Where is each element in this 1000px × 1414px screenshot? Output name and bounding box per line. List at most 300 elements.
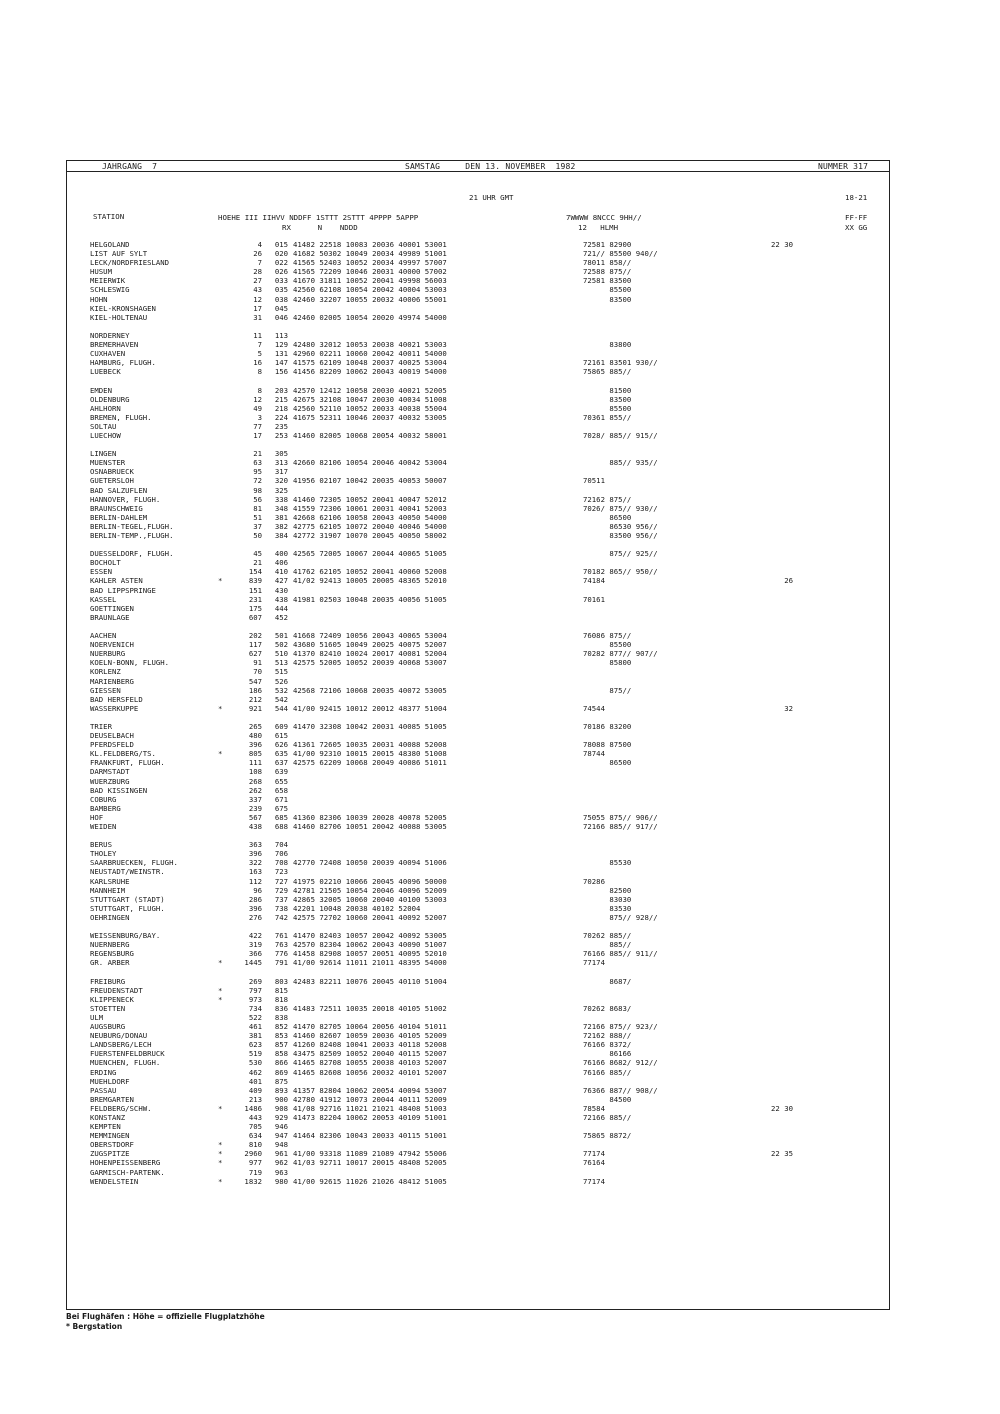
table-row (90, 904, 885, 913)
table-row (90, 1122, 885, 1131)
gust-values: 22 30 (771, 240, 793, 249)
extra-groups: 82500 (583, 885, 632, 895)
station-id: 129 (274, 340, 288, 350)
synop-groups: 42575 52005 10052 20039 40068 53007 (293, 658, 447, 668)
station-name: MUENSTER (90, 458, 126, 468)
station-id: 761 (274, 931, 288, 941)
station-id: 815 (274, 985, 288, 995)
station-height: 480 (248, 731, 262, 741)
gust-values (733, 1058, 793, 1067)
mountain-marker: * (218, 958, 223, 968)
table-row (90, 667, 885, 676)
table-row (90, 858, 885, 867)
synop-groups (288, 995, 583, 1004)
station-name: FRANKFURT, FLUGH. (90, 758, 165, 768)
synop-groups: 41465 82608 10056 20032 40101 52007 (293, 1067, 447, 1077)
synop-groups: 42570 12412 10058 20030 40021 52005 (293, 385, 447, 395)
synop-groups: 41470 82403 10057 20042 40092 53005 (293, 931, 447, 941)
table-row (90, 995, 885, 1004)
station-height: 111 (248, 758, 262, 768)
mountain-marker (218, 667, 230, 676)
station-id: 526 (274, 676, 288, 686)
gust-values (733, 276, 793, 285)
station-height: 276 (248, 912, 262, 922)
extra-groups (583, 558, 733, 567)
station-name: MARIENBERG (90, 676, 134, 686)
station-name: KLIPPENECK (90, 994, 134, 1004)
synop-groups: 42460 32207 10055 20032 40006 55001 (293, 294, 447, 304)
station-id: 131 (274, 349, 288, 359)
mountain-marker (218, 513, 230, 522)
station-name: STUTTGART, FLUGH. (90, 903, 165, 913)
table-row (90, 977, 885, 986)
station-id: 338 (274, 494, 288, 504)
mountain-marker (218, 240, 230, 249)
extra-groups (583, 995, 733, 1004)
station-name: MANNHEIM (90, 885, 126, 895)
station-name: NOERVENICH (90, 640, 134, 650)
station-height: 212 (248, 694, 262, 704)
station-height: 322 (248, 858, 262, 868)
table-row (90, 1168, 885, 1177)
gust-values (733, 977, 793, 986)
table-row (90, 686, 885, 695)
table-row (90, 331, 885, 340)
mountain-marker (218, 822, 230, 831)
station-id: 658 (274, 785, 288, 795)
station-name: DARMSTADT (90, 767, 130, 777)
extra-groups: 76164 (583, 1158, 605, 1168)
synop-groups: 41370 82410 10024 20017 40081 52004 (293, 649, 447, 659)
station-height: 4 (257, 240, 262, 249)
table-row (90, 886, 885, 895)
station-height: 973 (248, 994, 262, 1004)
extra-groups: 83030 (583, 894, 632, 904)
mountain-marker (218, 285, 230, 294)
station-id: 869 (274, 1067, 288, 1077)
extra-groups: 78011 858// (583, 258, 632, 268)
extra-groups: 76366 887// 908// (583, 1085, 658, 1095)
table-row (90, 1031, 885, 1040)
station-id: 510 (274, 649, 288, 659)
table-row (90, 1158, 885, 1167)
mountain-marker (218, 558, 230, 567)
gust-values (733, 1031, 793, 1040)
station-name: BREMGARTEN (90, 1094, 134, 1104)
gust-values (733, 267, 793, 276)
synop-groups: 42865 32005 10060 20040 40100 53003 (293, 894, 447, 904)
right-header-2: 12 HLMH (578, 223, 619, 232)
table-row (90, 1022, 885, 1031)
station-height: 11 (253, 330, 262, 340)
extra-groups: 72166 875// 923// (583, 1022, 658, 1032)
gust-values (733, 795, 793, 804)
station-name: GR. ARBER (90, 958, 130, 968)
mountain-marker (218, 677, 230, 686)
volume-label: JAHRGANG 7 (102, 162, 158, 171)
station-id: 046 (274, 312, 288, 322)
station-id: 708 (274, 858, 288, 868)
station-name: BREMEN, FLUGH. (90, 412, 152, 422)
station-id: 737 (274, 894, 288, 904)
mountain-marker (218, 358, 230, 367)
extra-groups: 70511 (583, 476, 605, 486)
station-name: HANNOVER, FLUGH. (90, 494, 161, 504)
station-id: 224 (274, 412, 288, 422)
extra-groups: 86166 (583, 1049, 632, 1059)
table-row (90, 777, 885, 786)
mountain-marker (218, 977, 230, 986)
mountain-marker (218, 349, 230, 358)
station-id: 818 (274, 994, 288, 1004)
table-row (90, 340, 885, 349)
synop-groups (288, 677, 583, 686)
table-row (90, 749, 885, 758)
gust-values (733, 731, 793, 740)
station-name: COBURG (90, 794, 117, 804)
synop-groups (288, 695, 583, 704)
extra-groups: 72161 83501 930// (583, 358, 658, 368)
station-height: 547 (248, 676, 262, 686)
station-name: MUENCHEN, FLUGH. (90, 1058, 161, 1068)
mountain-marker (218, 877, 230, 886)
issue-number: NUMMER 317 (818, 162, 869, 171)
synop-groups: 41482 22518 10083 20036 40001 53001 (293, 240, 447, 249)
station-id: 438 (274, 594, 288, 604)
synop-groups: 41360 82306 10039 20028 40078 52005 (293, 812, 447, 822)
station-name: CUXHAVEN (90, 349, 126, 359)
table-row (90, 367, 885, 376)
table-row (90, 1177, 885, 1186)
station-height: 7 (257, 258, 262, 268)
station-height: 519 (248, 1049, 262, 1059)
table-row (90, 431, 885, 440)
station-name: HELGOLAND (90, 240, 130, 249)
gust-values (733, 595, 793, 604)
station-id: 382 (274, 521, 288, 531)
station-name: LUEBECK (90, 367, 121, 377)
station-id: 542 (274, 694, 288, 704)
extra-groups: 84500 (583, 1094, 632, 1104)
mountain-marker (218, 595, 230, 604)
table-row (90, 813, 885, 822)
extra-groups: 885// 935// (583, 458, 658, 468)
synop-groups: 42565 72005 10067 20044 40065 51005 (293, 549, 447, 559)
synop-groups: 42780 41912 10073 20044 40111 52009 (293, 1094, 447, 1104)
synop-groups: 41456 82209 10062 20043 40019 54000 (293, 367, 447, 377)
station-id: 502 (274, 640, 288, 650)
table-row (90, 458, 885, 467)
station-height: 37 (253, 521, 262, 531)
table-row (90, 722, 885, 731)
extra-groups: 85800 (583, 658, 632, 668)
station-id: 430 (274, 585, 288, 595)
synop-groups (288, 613, 583, 622)
extra-groups: 85500 (583, 640, 632, 650)
synop-groups (288, 849, 583, 858)
mountain-marker (218, 267, 230, 276)
synop-groups (288, 1122, 583, 1131)
station-id: 147 (274, 358, 288, 368)
extra-groups: 72588 875// (583, 267, 632, 277)
extra-groups: 78088 87500 (583, 740, 632, 750)
station-group (90, 631, 885, 713)
station-height: 186 (248, 685, 262, 695)
mountain-marker (218, 895, 230, 904)
synop-groups (288, 558, 583, 567)
station-height: 1486 (244, 1103, 262, 1113)
ff-header-2: XX GG (845, 223, 868, 232)
station-height: 151 (248, 585, 262, 595)
table-row (90, 731, 885, 740)
extra-groups (583, 331, 733, 340)
station-height: 627 (248, 649, 262, 659)
table-row (90, 1140, 885, 1149)
table-row (90, 1086, 885, 1095)
gust-values (733, 849, 793, 858)
mountain-marker (218, 404, 230, 413)
synop-groups: 41565 72209 10046 20031 40000 57002 (293, 267, 447, 277)
mountain-marker (218, 467, 230, 476)
station-name: GIESSEN (90, 685, 121, 695)
extra-groups (583, 1122, 733, 1131)
station-id: 857 (274, 1040, 288, 1050)
synop-groups (288, 1013, 583, 1022)
gust-values (733, 349, 793, 358)
synop-groups: 41260 82408 10041 20033 40118 52008 (293, 1040, 447, 1050)
table-row (90, 258, 885, 267)
gust-values (733, 822, 793, 831)
extra-groups (583, 486, 733, 495)
table-row (90, 549, 885, 558)
station-height: 522 (248, 1012, 262, 1022)
synop-groups: 41470 82705 10064 20056 40104 51011 (293, 1022, 447, 1032)
synop-groups (288, 777, 583, 786)
gust-values (733, 285, 793, 294)
station-name: KIEL-HOLTENAU (90, 312, 148, 322)
table-row (90, 295, 885, 304)
mountain-marker (218, 1031, 230, 1040)
station-name: HOHENPEISSENBERG (90, 1158, 161, 1168)
gust-values (733, 877, 793, 886)
extra-groups: 76166 885// (583, 1067, 632, 1077)
station-name: ZUGSPITZE (90, 1149, 130, 1159)
station-name: GOETTINGEN (90, 603, 134, 613)
station-height: 401 (248, 1076, 262, 1086)
synop-groups: 41668 72409 10056 20043 40065 53004 (293, 631, 447, 641)
table-row (90, 840, 885, 849)
station-name: OBERSTDORF (90, 1140, 134, 1150)
gust-values (733, 940, 793, 949)
station-name: HOF (90, 812, 104, 822)
synop-groups (288, 767, 583, 776)
station-id: 836 (274, 1003, 288, 1013)
extra-groups: 875// 928// (583, 912, 658, 922)
station-height: 28 (253, 267, 262, 277)
table-row (90, 1004, 885, 1013)
synop-groups: 42575 62209 10068 20049 40086 51011 (293, 758, 447, 768)
station-height: 27 (253, 276, 262, 286)
gust-values (733, 340, 793, 349)
station-name: KORLENZ (90, 667, 121, 677)
synop-groups (288, 304, 583, 313)
station-name: MUEHLDORF (90, 1076, 130, 1086)
mountain-marker: * (218, 1140, 223, 1150)
table-row (90, 404, 885, 413)
station-name: BERLIN-TEMP.,FLUGH. (90, 531, 174, 540)
table-row (90, 1113, 885, 1122)
synop-groups: 41565 52403 10052 20034 49997 57007 (293, 258, 447, 268)
station-group (90, 931, 885, 967)
station-id: 635 (274, 749, 288, 759)
mountain-marker: * (218, 994, 223, 1004)
mountain-marker (218, 304, 230, 313)
mountain-marker (218, 695, 230, 704)
extra-groups: 72162 875// (583, 494, 632, 504)
mountain-marker (218, 331, 230, 340)
synop-groups: 43475 82509 10052 20040 40115 52007 (293, 1049, 447, 1059)
station-name: PASSAU (90, 1085, 117, 1095)
station-id: 742 (274, 912, 288, 922)
station-name: BAD LIPPSPRINGE (90, 585, 156, 595)
table-row (90, 513, 885, 522)
extra-groups: 83500 (583, 294, 632, 304)
station-height: 567 (248, 812, 262, 822)
station-name: ERDING (90, 1067, 117, 1077)
gust-values (733, 658, 793, 667)
extra-groups: 85500 (583, 403, 632, 413)
table-row (90, 595, 885, 604)
station-height: 21 (253, 449, 262, 459)
station-id: 022 (274, 258, 288, 268)
station-name: GUETERSLOH (90, 476, 134, 486)
table-row (90, 1095, 885, 1104)
gust-values (733, 531, 793, 540)
station-id: 235 (274, 421, 288, 431)
station-name: FREIBURG (90, 976, 126, 986)
gust-values (733, 613, 793, 622)
table-row (90, 767, 885, 776)
gust-values (733, 404, 793, 413)
station-height: 70 (253, 667, 262, 677)
station-name: KASSEL (90, 594, 117, 604)
station-height: 268 (248, 776, 262, 786)
table-row (90, 276, 885, 285)
station-name: KOELN-BONN, FLUGH. (90, 658, 170, 668)
extra-groups: 72581 83500 (583, 276, 632, 286)
mountain-marker (218, 786, 230, 795)
station-height: 16 (253, 358, 262, 368)
station-id: 305 (274, 449, 288, 459)
mountain-marker (218, 295, 230, 304)
synop-groups: 41361 72605 10035 20031 40088 52008 (293, 740, 447, 750)
mountain-marker (218, 449, 230, 458)
extra-groups: 76166 885// 911// (583, 949, 658, 959)
mountain-marker (218, 1168, 230, 1177)
mountain-marker (218, 758, 230, 767)
synop-groups (288, 667, 583, 676)
station-height: 8 (257, 367, 262, 377)
station-height: 108 (248, 767, 262, 777)
table-row (90, 913, 885, 922)
extra-groups: 7028/ 885// 915// (583, 430, 658, 440)
station-group (90, 240, 885, 322)
table-row (90, 704, 885, 713)
table-row (90, 313, 885, 322)
gust-values (733, 1140, 793, 1149)
table-row (90, 422, 885, 431)
station-name: BERLIN-TEGEL,FLUGH. (90, 521, 174, 531)
station-id: 853 (274, 1031, 288, 1041)
gust-values (733, 313, 793, 322)
station-height: 269 (248, 976, 262, 986)
extra-groups: 875// (583, 685, 632, 695)
time-range: 18-21 (845, 193, 868, 202)
station-id: 317 (274, 467, 288, 477)
mountain-marker (218, 913, 230, 922)
station-id: 444 (274, 603, 288, 613)
table-row (90, 613, 885, 622)
mountain-marker (218, 613, 230, 622)
synop-groups (288, 467, 583, 476)
extra-groups: 77174 (583, 1149, 605, 1159)
station-id: 738 (274, 903, 288, 913)
synop-groups: 42781 21505 10054 20046 40096 52009 (293, 885, 447, 895)
ff-header-1: FF-FF (845, 213, 868, 222)
extra-groups (583, 731, 733, 740)
table-row (90, 449, 885, 458)
station-height: 21 (253, 558, 262, 568)
station-name: OSNABRUECK (90, 467, 134, 477)
gust-values (733, 476, 793, 485)
synop-groups: 41/03 92711 10017 20015 48408 52005 (293, 1158, 447, 1168)
gust-values (733, 458, 793, 467)
station-name: TRIER (90, 721, 112, 731)
mountain-marker (218, 1095, 230, 1104)
station-height: 77 (253, 421, 262, 431)
station-group (90, 386, 885, 441)
mountain-marker (218, 731, 230, 740)
table-row (90, 240, 885, 249)
gust-values (733, 386, 793, 395)
station-height: 734 (248, 1003, 262, 1013)
extra-groups: 72166 885// (583, 1113, 632, 1122)
station-name: THOLEY (90, 849, 117, 859)
station-height: 239 (248, 803, 262, 813)
gust-values (733, 431, 793, 440)
station-height: 175 (248, 603, 262, 613)
mountain-marker (218, 249, 230, 258)
gust-values (733, 1013, 793, 1022)
station-id: 113 (274, 330, 288, 340)
station-name: MEMMINGEN (90, 1131, 130, 1141)
table-row (90, 285, 885, 294)
mountain-marker (218, 258, 230, 267)
station-id: 020 (274, 249, 288, 259)
station-name: BAMBERG (90, 803, 121, 813)
station-id: 893 (274, 1085, 288, 1095)
extra-groups (583, 304, 733, 313)
gust-values (733, 604, 793, 613)
station-height: 117 (248, 640, 262, 650)
station-id: 320 (274, 476, 288, 486)
station-id: 406 (274, 558, 288, 568)
gust-values (733, 249, 793, 258)
station-name: KL.FELDBERG/TS. (90, 749, 156, 759)
table-row (90, 849, 885, 858)
station-id: 729 (274, 885, 288, 895)
table-row (90, 695, 885, 704)
